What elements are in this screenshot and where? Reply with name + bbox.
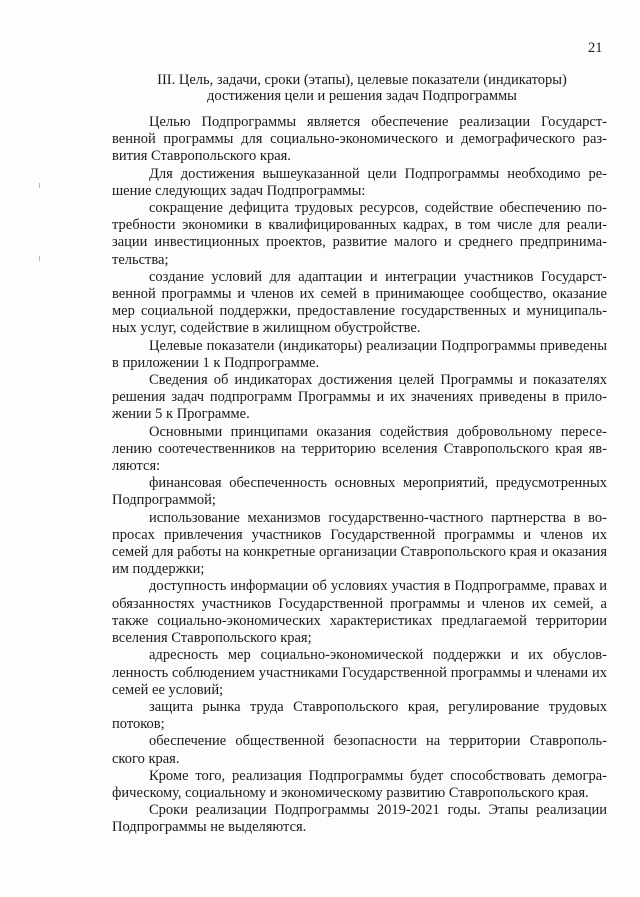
paragraph: Сведения об индикаторах достижения целей Программы и показателях решения задач подпрограмм Программы и их значениях приведены в приложении 5 к Программе. — [112, 372, 607, 423]
paragraph: Сроки реализации Подпрограммы 2019-2021 годы. Этапы реализации Подпрограммы не выделяются. — [112, 802, 607, 836]
margin-speck — [39, 183, 40, 188]
paragraph: использование механизмов государственно-частного партнерства в вопросах привлечения участников Государственной программы и членов их семей для работы на конкретные организации Ставропольского края и оказания им поддержки; — [112, 509, 607, 578]
margin-speck — [39, 256, 40, 261]
paragraph: защита рынка труда Ставропольского края, регулирование трудовых потоков; — [112, 698, 607, 733]
paragraph: создание условий для адаптации и интеграции участников Государственной программы и членов их семей в принимающее сообщество, оказание мер социальной поддержки, предоставление государственных и муниципальных услуг, содействие в жилищном обустройстве. — [112, 268, 607, 337]
section-heading — [112, 72, 612, 104]
paragraph: Для достижения вышеуказанной цели Подпрограммы необходимо решение следующих задач Подпрограммы: — [112, 165, 607, 199]
section-heading-line: достижения цели и решения задач Подпрограммы — [207, 88, 517, 104]
paragraph: Основными принципами оказания содействия добровольному переселению соотечественников на территорию вселения Ставропольского края являются: — [112, 423, 607, 475]
section-heading-line: III. Цель, задачи, сроки (этапы), целевые показатели (индикаторы) — [157, 72, 567, 88]
paragraph: Целью Подпрограммы является обеспечение реализации Государственной программы для социально-экономического и демографического развития Ставропольского края. — [112, 114, 607, 165]
paragraph: доступность информации об условиях участия в Подпрограмме, правах и обязанностях участников Государственной программы и членов их семей, а также социально-экономических характеристиках предлагаемой территории вселения Ставропольского края; — [112, 578, 607, 647]
body-text — [112, 114, 607, 837]
paragraph: Целевые показатели (индикаторы) реализации Подпрограммы приведены в приложении 1 к Подпрограмме. — [112, 337, 607, 371]
paragraph: адресность мер социально-экономической поддержки и их обусловленность соблюдением участниками Государственной программы и членами их семей ее условий; — [112, 647, 607, 698]
paragraph: финансовая обеспеченность основных мероприятий, предусмотренных Подпрограммой; — [112, 475, 607, 509]
paragraph: Кроме того, реализация Подпрограммы будет способствовать демографическому, социальному и экономическому развитию Ставропольского края. — [112, 767, 607, 801]
paragraph: сокращение дефицита трудовых ресурсов, содействие обеспечению потребности экономики в квалифицированных кадрах, в том числе для реализации инвестиционных проектов, развитие малого и среднего предпринимательства; — [112, 200, 607, 268]
page-number: 21 — [588, 40, 603, 56]
paragraph: обеспечение общественной безопасности на территории Ставропольского края. — [112, 733, 607, 767]
